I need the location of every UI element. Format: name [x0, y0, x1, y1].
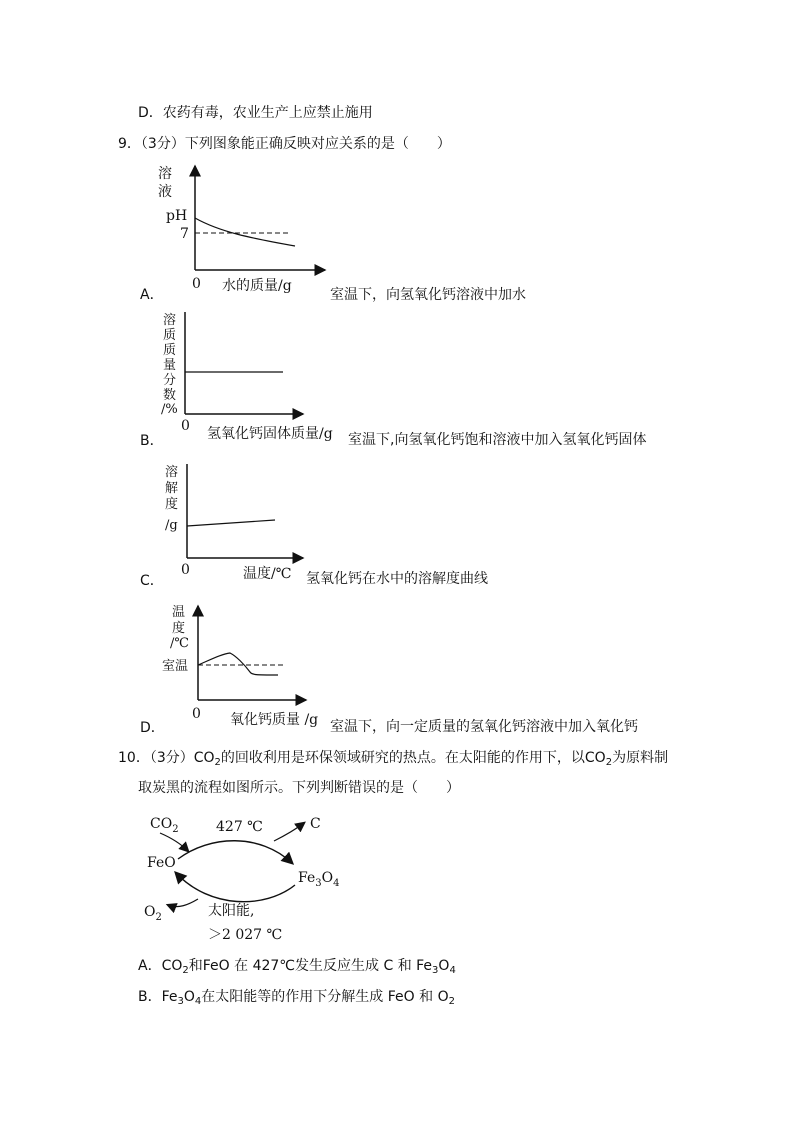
- y-label: 分: [163, 373, 177, 388]
- y-label: /g: [165, 518, 178, 533]
- origin: 0: [192, 276, 201, 292]
- y-label: 溶: [163, 313, 177, 328]
- co2-in-arrow: [160, 833, 188, 851]
- temp-427-label: 427 ℃: [216, 819, 263, 835]
- option-b-xlabel: 氢氧化钙固体质量/g: [207, 426, 333, 442]
- option-c-letter: C．: [140, 573, 164, 589]
- y-label: 度: [165, 497, 179, 512]
- origin: 0: [181, 562, 190, 578]
- option-a-letter: A．: [140, 287, 164, 303]
- q10-stem-line1: 10．（3分）$CO_2$的回收利用是环保领域研究的热点。在太阳能的作用下，以$CO_2$为原料制: [118, 750, 669, 768]
- x-label: 温度/℃: [243, 566, 292, 582]
- x-label: 水的质量/g: [222, 278, 292, 294]
- y-tick: 室温: [162, 659, 189, 674]
- graph-a: [150, 160, 350, 300]
- solar-label: 太阳能,: [208, 903, 255, 919]
- y-label: 液: [158, 184, 172, 200]
- carbon-cycle-diagram: [140, 805, 360, 955]
- fe3o4-label: $Fe_3O_4$: [298, 870, 340, 889]
- co2-label: $CO_2$: [150, 816, 179, 835]
- top-arc-arrow: [178, 841, 292, 863]
- option-d-letter: D．: [140, 720, 165, 736]
- y-label: 度: [172, 621, 186, 636]
- y-label: 溶: [165, 465, 179, 480]
- option-b-text: 室温下,向氢氧化钙饱和溶液中加入氢氧化钙固体: [348, 432, 647, 448]
- ph-curve: [195, 218, 295, 246]
- origin: 0: [192, 706, 201, 722]
- option-d-xlabel: 氧化钙质量 /g: [230, 712, 319, 728]
- bottom-arc-arrow: [176, 873, 295, 902]
- y-label: 量: [163, 358, 177, 373]
- option-c-text: 氢氧化钙在水中的溶解度曲线: [306, 571, 488, 587]
- option-a-text: 室温下，向氢氧化钙溶液中加水: [330, 287, 526, 303]
- y-label: /%: [161, 402, 178, 417]
- c-label: C: [310, 816, 321, 832]
- y-label: 质: [163, 328, 177, 343]
- o2-label: $O_2$: [144, 904, 162, 923]
- graph-c: [155, 462, 355, 582]
- c-out-arrow: [274, 823, 304, 841]
- y-label: 质: [163, 343, 177, 358]
- q10-stem-line2: 取炭黑的流程如图所示。下列判断错误的是（ ）: [138, 780, 460, 796]
- option-b-letter: B．: [140, 433, 164, 449]
- temperature-curve: [198, 653, 278, 675]
- feo-label: FeO: [147, 855, 176, 871]
- option-d-text: 室温下，向一定质量的氢氧化钙溶液中加入氧化钙: [330, 719, 638, 735]
- q10-option-a: A．$CO_2$和FeO 在 427℃发生反应生成 C 和 $Fe_3O_4$: [138, 958, 456, 976]
- q10-option-b: B．$Fe_3O_4$在太阳能等的作用下分解生成 FeO 和 $O_2$: [138, 989, 455, 1007]
- temp-2027-label: ＞2 027 ℃: [208, 927, 283, 943]
- o2-out-arrow: [168, 899, 198, 907]
- y-label: pH: [166, 208, 188, 224]
- q8-option-d: D．农药有毒，农业生产上应禁止施用: [138, 105, 373, 121]
- y-label: 数: [163, 388, 177, 403]
- y-tick: 7: [180, 226, 189, 242]
- q9-stem: 9．（3分）下列图象能正确反映对应关系的是（ ）: [118, 136, 451, 152]
- y-label: 温: [172, 605, 186, 620]
- y-label: /℃: [170, 636, 189, 651]
- y-label: 溶: [158, 166, 172, 182]
- origin: 0: [181, 418, 190, 434]
- y-label: 解: [165, 481, 179, 496]
- solubility-line: [187, 520, 275, 526]
- graph-b: [155, 310, 355, 440]
